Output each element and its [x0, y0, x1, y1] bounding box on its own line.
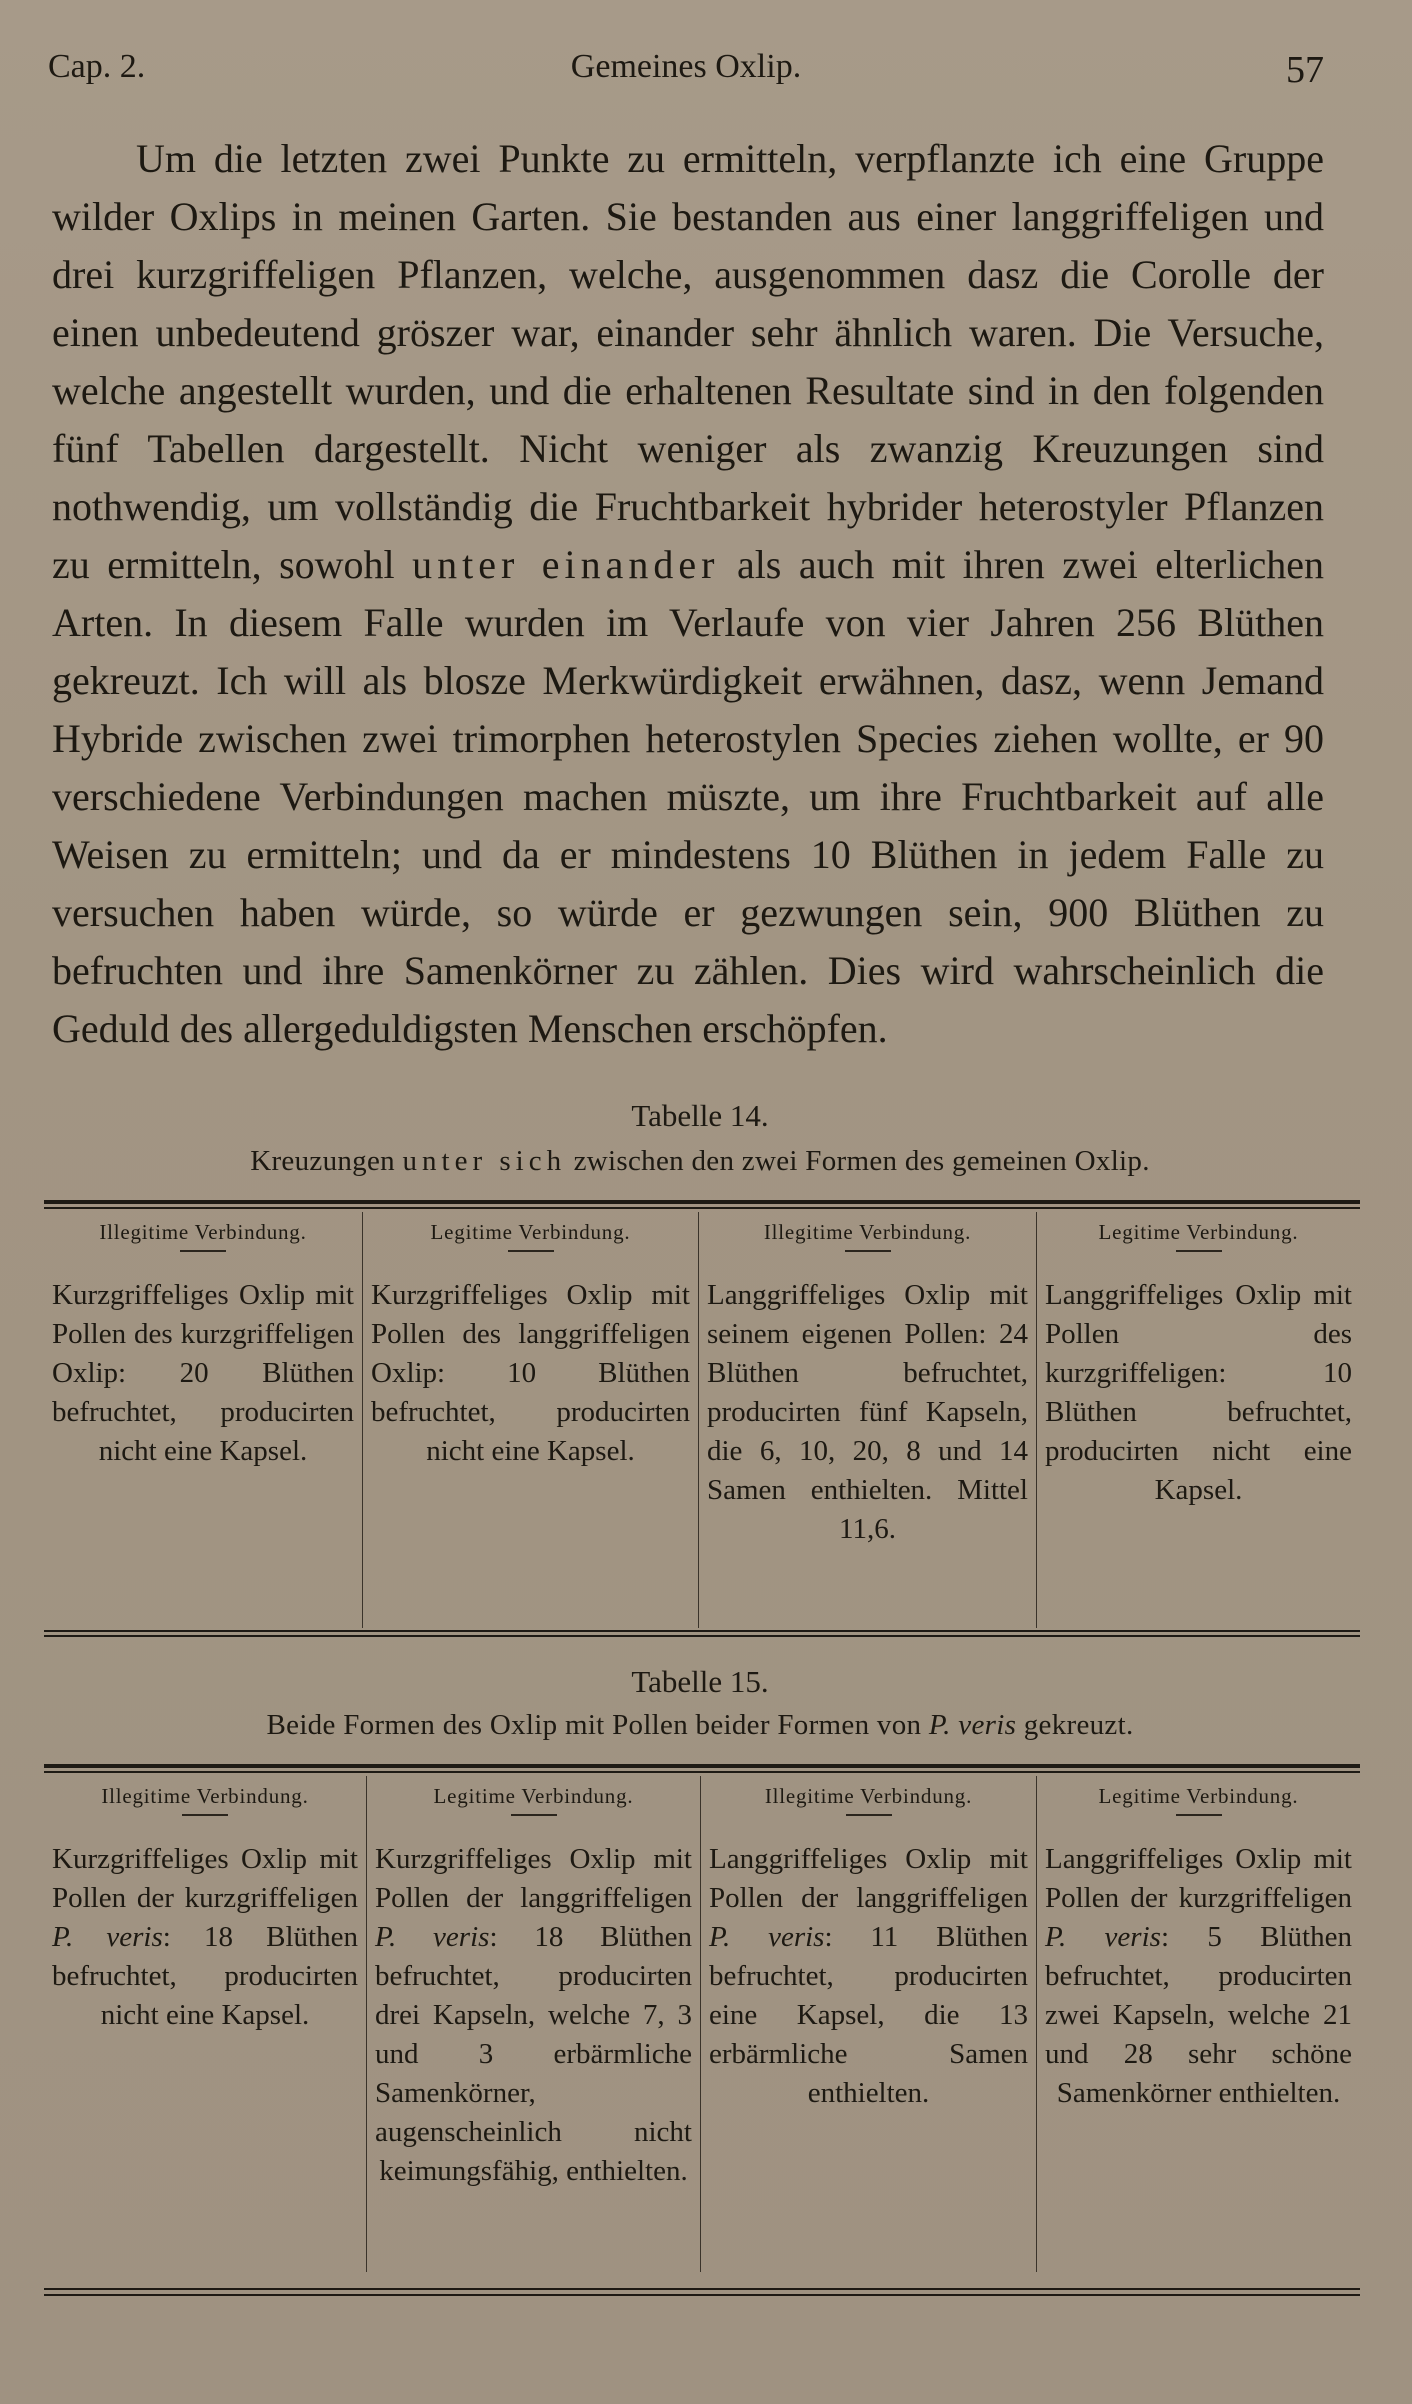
- table15-col-1: [44, 1776, 366, 2272]
- table14-title: Tabelle 14.: [631, 1098, 769, 1133]
- table15-bottom-rule-2: [44, 2294, 1360, 2296]
- body-text-part2: als auch mit ihren zwei elterlichen Arten. In diesem Falle wurden im Verlaufe von vier Jahren 256 Blüthen gekreuzt. Ich will als blosze Merkwürdigkeit erwähnen, dasz, wenn Jemand Hybride zwischen zwei trimorphen heterostylen Species ziehen wollte, er 90 verschiedene Verbindungen machen müszte, um ihre Fruchtbarkeit auf alle Weisen zu ermitteln; und da er mindestens 10 Blüthen in jedem Falle zu versuchen haben würde, so würde er gezwungen sein, 900 Blüthen zu befruchten und ihre Samenkörner zu zählen. Dies wird wahrscheinlich die Geduld des allergeduldigsten Menschen erschöpfen.: [52, 542, 1325, 1051]
- table14-top-rule: [44, 1200, 1360, 1204]
- table-cell: Kurzgriffeliges Oxlip mit Pollen des kurzgriffeligen Oxlip: 20 Blüthen befruchtet, producirten nicht eine Kapsel.: [52, 1279, 354, 1467]
- table15-bottom-rule: [44, 2288, 1360, 2290]
- table15-top-rule: [44, 1764, 1360, 1768]
- column-header: Legitime Verbindung.: [1043, 1212, 1354, 1252]
- table14-col-4: [1036, 1212, 1360, 1628]
- cell-text-a: Langgriffeliges Oxlip mit Pollen der langgriffeligen: [709, 1843, 1028, 1914]
- table-cell: [373, 1816, 694, 2191]
- table14-subtitle: [40, 1145, 1360, 1178]
- table-cell: [50, 1816, 360, 2035]
- table15-top-rule-thin: [44, 1771, 1360, 1773]
- table-cell: [707, 1816, 1030, 2113]
- table14-bottom-rule-2: [44, 1635, 1360, 1637]
- table14-col-3: [698, 1212, 1036, 1628]
- table-cell: Kurzgriffeliges Oxlip mit Pollen des langgriffeligen Oxlip: 10 Blüthen befruchtet, producirten nicht eine Kapsel.: [371, 1279, 690, 1467]
- body-text-part1: Um die letzten zwei Punkte zu ermitteln, verpflanzte ich eine Gruppe wilder Oxlips in meinen Garten. Sie bestanden aus einer langgriffeligen und drei kurzgriffeligen Pflanzen, welche, ausgenommen dasz die Corolle der einen unbedeutend gröszer war, einander sehr ähnlich waren. Die Versuche, welche angestellt wurden, und die erhaltenen Resultate sind in den folgenden fünf Tabellen dargestellt. Nicht weniger als zwanzig Kreuzungen sind nothwendig, um vollständig die Fruchtbarkeit hybrider heterostyler Pflanzen zu ermitteln, sowohl: [52, 136, 1324, 587]
- table15-col-3: [700, 1776, 1036, 2272]
- table15-title: Tabelle 15.: [631, 1664, 769, 1699]
- table-cell: Langgriffeliges Oxlip mit Pollen des kurzgriffeligen: 10 Blüthen befruchtet, producirten nicht eine Kapsel.: [1045, 1279, 1352, 1506]
- table14-subtitle-b: zwischen den zwei Formen des gemeinen Oxlip.: [573, 1145, 1150, 1177]
- table15-col-4: [1036, 1776, 1360, 2272]
- table15-subtitle-italic: P. veris: [928, 1709, 1017, 1741]
- table15: [44, 1776, 1360, 2272]
- species-name: P. veris: [709, 1921, 825, 1953]
- species-name: P. veris: [1045, 1921, 1161, 1953]
- cell-text-b: : 11 Blüthen befruchtet, producirten eine Kapsel, die 13 erbärmliche Samen enthielten.: [709, 1921, 1028, 2109]
- table15-subtitle-a: Beide Formen des Oxlip mit Pollen beider Formen von: [266, 1709, 922, 1741]
- table14-subtitle-spaced: unter sich: [402, 1145, 567, 1177]
- running-title: Gemeines Oxlip.: [570, 48, 802, 85]
- body-text-spaced: unter einander: [412, 542, 720, 587]
- column-header: Illegitime Verbindung.: [50, 1212, 356, 1252]
- table-cell: Langgriffeliges Oxlip mit seinem eigenen Pollen: 24 Blüthen befruchtet, producirten fünf Kapseln, die 6, 10, 20, 8 und 14 Samen enthielten. Mittel 11,6.: [707, 1279, 1028, 1545]
- table14-col-2: [362, 1212, 698, 1628]
- cell-text-a: Kurzgriffeliges Oxlip mit Pollen der langgriffeligen: [375, 1843, 692, 1914]
- page-number: 57: [1286, 49, 1324, 91]
- table15-subtitle-b: gekreuzt.: [1023, 1709, 1134, 1741]
- table15-subtitle: [40, 1709, 1360, 1742]
- cell-text-b: : 18 Blüthen befruchtet, producirten nicht eine Kapsel.: [52, 1921, 358, 2031]
- cell-text-b: : 18 Blüthen befruchtet, producirten drei Kapseln, welche 7, 3 und 3 erbärmliche Samenkörner, augenscheinlich nicht keimungsfähig, enthielten.: [375, 1921, 692, 2187]
- table14-subtitle-a: Kreuzungen: [250, 1145, 395, 1177]
- cell-text-b: : 5 Blüthen befruchtet, producirten zwei Kapseln, welche 21 und 28 sehr schöne Samenkörner enthielten.: [1045, 1921, 1352, 2109]
- chapter-label: Cap. 2.: [48, 48, 146, 85]
- table14-top-rule-thin: [44, 1207, 1360, 1209]
- table15-col-2: [366, 1776, 700, 2272]
- column-header: Legitime Verbindung.: [369, 1212, 692, 1252]
- table14: [44, 1212, 1360, 1628]
- column-header: Illegitime Verbindung.: [50, 1776, 360, 1816]
- running-header: [48, 48, 1324, 92]
- cell-text-a: Kurzgriffeliges Oxlip mit Pollen der kurzgriffeligen: [52, 1843, 358, 1914]
- column-header: Illegitime Verbindung.: [705, 1212, 1030, 1252]
- species-name: P. veris: [52, 1921, 163, 1953]
- table-cell: [1043, 1816, 1354, 2113]
- species-name: P. veris: [375, 1921, 490, 1953]
- table14-bottom-rule: [44, 1630, 1360, 1632]
- column-header: Legitime Verbindung.: [1043, 1776, 1354, 1816]
- body-paragraph: [52, 130, 1324, 1058]
- table14-col-1: [44, 1212, 362, 1628]
- cell-text-a: Langgriffeliges Oxlip mit Pollen der kurzgriffeligen: [1045, 1843, 1352, 1914]
- column-header: Illegitime Verbindung.: [707, 1776, 1030, 1816]
- column-header: Legitime Verbindung.: [373, 1776, 694, 1816]
